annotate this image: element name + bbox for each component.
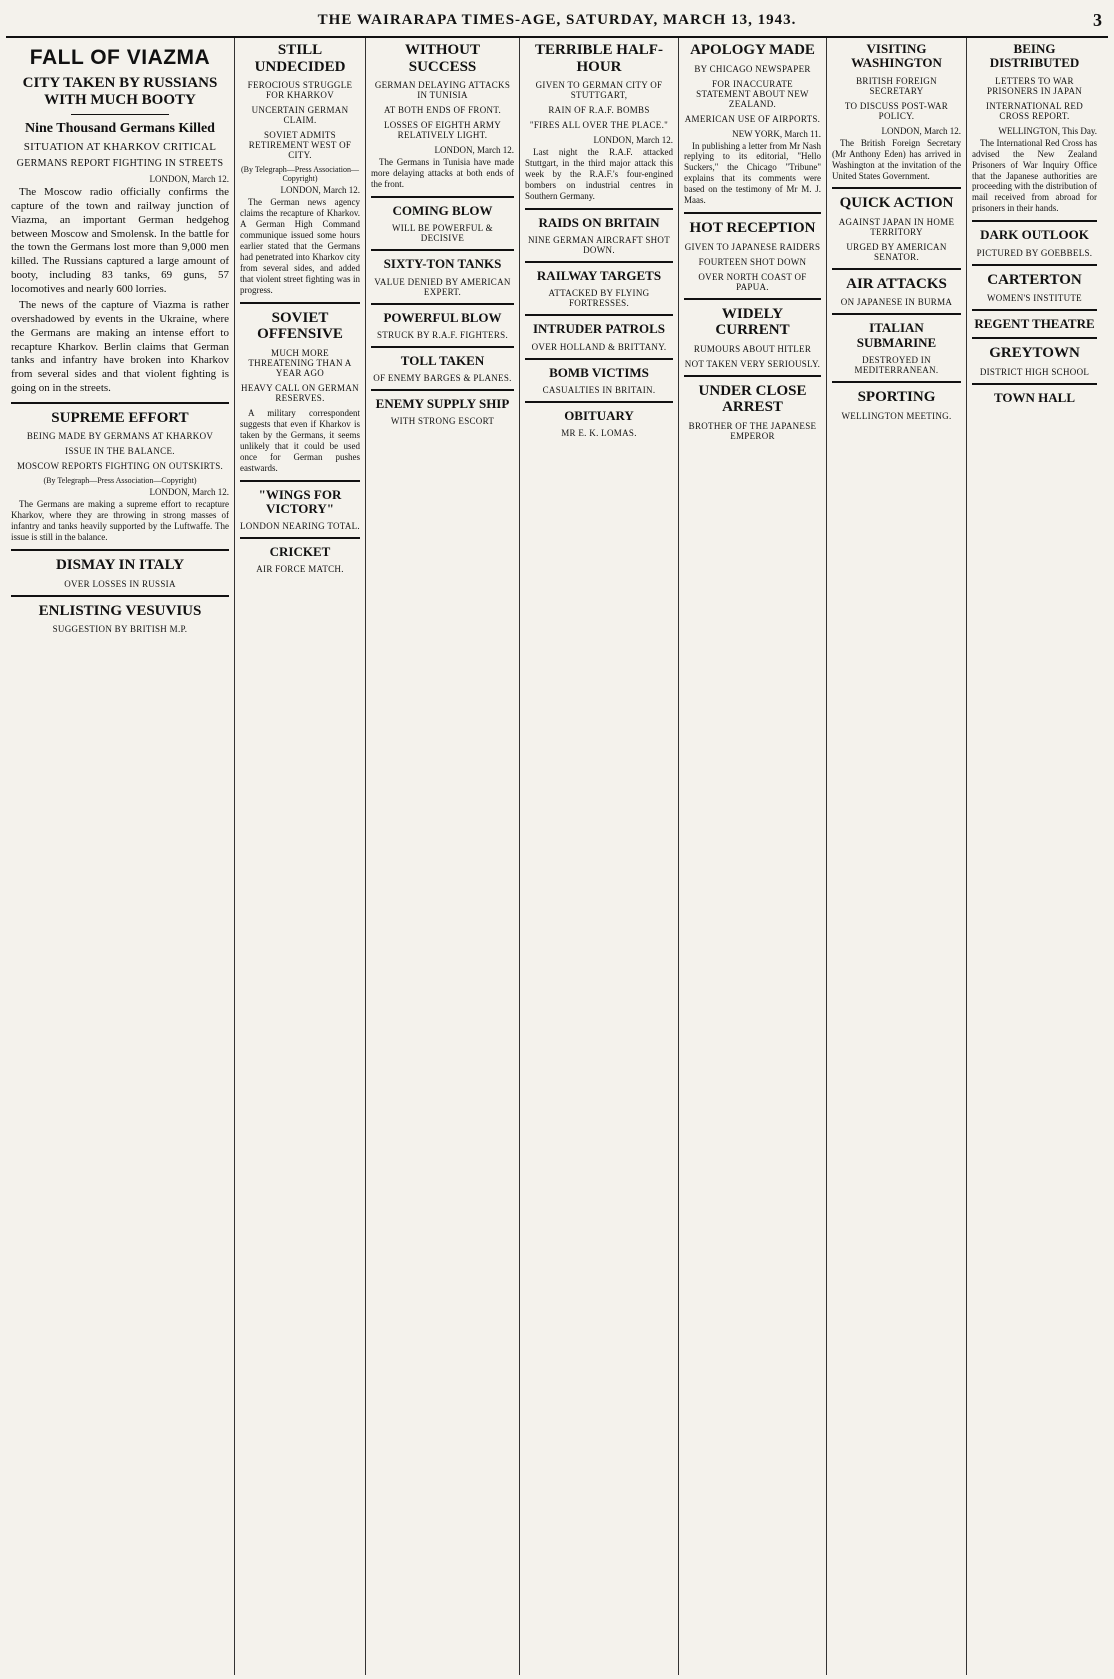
article-paragraph: The British Foreign Secretary (Mr Anthony Eden) has arrived in Washington at the invitation of the United States Government. bbox=[832, 137, 961, 181]
headline-soviet-offensive: SOVIET OFFENSIVE bbox=[257, 309, 343, 343]
article-paragraph: The German news agency claims the recapture of Kharkov. A German High Command communique issued some hours earlier stated that the Germans had penetrated into Kharkov city from several sides, and added that violent street fighting was in progress. bbox=[240, 197, 360, 295]
headline-under-close-arrest: UNDER CLOSE ARREST bbox=[698, 382, 807, 416]
column-viazma bbox=[6, 38, 235, 1675]
deck-kharkov-critical: SITUATION AT KHARKOV CRITICAL bbox=[23, 141, 217, 154]
headline-visiting-washington: VISITING WASHINGTON bbox=[851, 41, 942, 71]
deck: OVER NORTH COAST OF PAPUA. bbox=[698, 271, 807, 292]
deck: OVER HOLLAND & BRITTANY. bbox=[531, 341, 667, 352]
headline-still-undecided: STILL UNDECIDED bbox=[254, 42, 346, 75]
credit-line: (By Telegraph—Press Association—Copyright) bbox=[43, 476, 197, 486]
deck: PICTURED BY GOEBBELS. bbox=[976, 247, 1093, 258]
article-paragraph: A military correspondent suggests that even if Kharkov is taken by the Germans, it seems unlikely that it could be used once for German pushes eastwards. bbox=[240, 407, 360, 473]
headline-town-hall: TOWN HALL bbox=[993, 389, 1076, 405]
masthead-title: THE WAIRARAPA TIMES-AGE, SATURDAY, MARCH 13, 1943. bbox=[317, 12, 797, 28]
column-terrible-half-hour bbox=[520, 38, 679, 1675]
deck: AT BOTH ENDS OF FRONT. bbox=[383, 105, 502, 115]
article-paragraph: The International Red Cross has advised the New Zealand Prisoners of War Inquiry Office that the Japanese authorities are proceeding with the distribution of mail received from abroad for prisoners in their hands. bbox=[972, 137, 1097, 214]
dateline: WELLINGTON, This Day. bbox=[998, 125, 1097, 136]
dateline: NEW YORK, March 11. bbox=[732, 128, 821, 139]
deck: AIR FORCE MATCH. bbox=[256, 564, 344, 575]
headline-hot-reception: HOT RECEPTION bbox=[689, 220, 816, 237]
deck: LOSSES OF EIGHTH ARMY RELATIVELY LIGHT. bbox=[383, 120, 502, 140]
deck: URGED BY AMERICAN SENATOR. bbox=[846, 241, 947, 262]
headline-being-distributed: BEING DISTRIBUTED bbox=[989, 41, 1080, 71]
deck: NOT TAKEN VERY SERIOUSLY. bbox=[684, 358, 821, 369]
headline-carterton: CARTERTON bbox=[987, 271, 1082, 288]
deck: OVER LOSSES IN RUSSIA bbox=[64, 578, 176, 589]
headline-greytown: GREYTOWN bbox=[989, 345, 1080, 362]
deck: MUCH MORE THREATENING THAN A YEAR AGO bbox=[248, 347, 352, 378]
article-paragraph: The Moscow radio officially confirms the capture of the town and railway junction of Viazma, an important German hedgehog between Moscow and Smolensk. In the battle for the town the Germans lost more than 9,000 men killed. The Russians captured a large amount of booty, including 83 tanks, 69 guns, 57 locomotives and nearly 600 lorries. bbox=[11, 186, 229, 295]
dateline: LONDON, March 12. bbox=[881, 125, 961, 136]
masthead bbox=[6, 6, 1108, 38]
headline-apology-made: APOLOGY MADE bbox=[690, 42, 815, 58]
article-paragraph: Last night the R.A.F. attacked Stuttgart, in the third major attack this week by the R.A.F.'s four-engined bombers on industrial centres in Southern Germany. bbox=[525, 147, 673, 201]
deck: FEROCIOUS STRUGGLE FOR KHARKOV bbox=[247, 80, 353, 100]
deck: INTERNATIONAL RED CROSS REPORT. bbox=[985, 100, 1083, 121]
article-paragraph: The Germans are making a supreme effort to recapture Kharkov, where they are throwing in strong masses of infantry and tanks heavily supported by the Luftwaffe. The issue is still in the balance. bbox=[11, 499, 229, 543]
headline-dark-outlook: DARK OUTLOOK bbox=[980, 227, 1089, 243]
headline-toll-taken: TOLL TAKEN bbox=[400, 352, 485, 368]
dateline: LONDON, March 12. bbox=[280, 185, 360, 195]
headline-air-attacks: AIR ATTACKS bbox=[846, 275, 947, 292]
dateline: LONDON, March 12. bbox=[149, 487, 229, 498]
deck: STRUCK BY R.A.F. FIGHTERS. bbox=[376, 329, 509, 340]
deck: FOR INACCURATE STATEMENT ABOUT NEW ZEALAND. bbox=[696, 78, 809, 109]
deck: GIVEN TO GERMAN CITY OF STUTTGART, bbox=[535, 80, 663, 100]
deck: MR E. K. LOMAS. bbox=[561, 428, 637, 439]
headline-enemy-supply-ship: ENEMY SUPPLY SHIP bbox=[375, 396, 510, 412]
article-paragraph: The Germans in Tunisia have made more delaying attacks at both ends of the front. bbox=[371, 157, 514, 189]
deck: WOMEN'S INSTITUTE bbox=[987, 293, 1082, 304]
deck: WELLINGTON MEETING. bbox=[841, 410, 952, 421]
dateline: LONDON, March 12. bbox=[149, 174, 229, 185]
headline-raids-on-britain: RAIDS ON BRITAIN bbox=[538, 214, 660, 230]
dateline: LONDON, March 12. bbox=[434, 145, 514, 155]
deck: UNCERTAIN GERMAN CLAIM. bbox=[251, 105, 349, 125]
deck: HEAVY CALL ON GERMAN RESERVES. bbox=[241, 382, 359, 403]
headline-coming-blow: COMING BLOW bbox=[392, 202, 493, 218]
deck: WILL BE POWERFUL & DECISIVE bbox=[392, 223, 493, 244]
deck: BRITISH FOREIGN SECRETARY bbox=[856, 75, 937, 96]
deck: BROTHER OF THE JAPANESE EMPEROR bbox=[688, 420, 817, 441]
deck: RAIN OF R.A.F. BOMBS bbox=[548, 105, 650, 115]
column-visiting-washington bbox=[827, 38, 967, 1675]
deck: FOURTEEN SHOT DOWN bbox=[698, 256, 807, 267]
subheadline-nine-thousand: Nine Thousand Germans Killed bbox=[25, 121, 215, 137]
deck: ATTACKED BY FLYING FORTRESSES. bbox=[548, 288, 650, 309]
headline-terrible-half-hour: TERRIBLE HALF-HOUR bbox=[535, 42, 663, 75]
headline-widely-current: WIDELY CURRENT bbox=[715, 305, 790, 339]
headline-obituary: OBITUARY bbox=[564, 408, 634, 424]
headline-regent-theatre: REGENT THEATRE bbox=[974, 316, 1095, 332]
article-paragraph: In publishing a letter from Mr Nash replying to its editorial, "Hello Suckers," the Chicago "Tribune" explains that its comments were based on the testimony of Mr M. J. Maas. bbox=[684, 140, 821, 206]
deck: RUMOURS ABOUT HITLER bbox=[693, 343, 812, 354]
deck: SOVIET ADMITS RETIREMENT WEST OF CITY. bbox=[248, 130, 352, 160]
deck-fighting-streets: GERMANS REPORT FIGHTING IN STREETS bbox=[16, 158, 224, 170]
column-without-success bbox=[366, 38, 520, 1675]
headline-sporting: SPORTING bbox=[857, 389, 936, 406]
deck: ISSUE IN THE BALANCE. bbox=[65, 446, 175, 457]
article-paragraph: The news of the capture of Viazma is rather overshadowed by events in the Ukraine, where the Germans are making an intense effort to recapture Kharkov. Berlin claims that German tanks and infantry have broken into Kharkov from several sides and that violent fighting is going on in the streets. bbox=[11, 299, 229, 394]
credit-line: (By Telegraph—Press Association—Copyright) bbox=[241, 165, 359, 183]
headline-railway-targets: RAILWAY TARGETS bbox=[536, 268, 662, 284]
deck: WITH STRONG ESCORT bbox=[390, 416, 495, 427]
headline-intruder-patrols: INTRUDER PATROLS bbox=[532, 321, 666, 337]
deck: VALUE DENIED BY AMERICAN EXPERT. bbox=[374, 276, 511, 297]
headline-fall-of-viazma: FALL OF VIAZMA bbox=[29, 46, 211, 69]
headline-italian-submarine: ITALIAN SUBMARINE bbox=[856, 320, 937, 350]
deck: MOSCOW REPORTS FIGHTING ON OUTSKIRTS. bbox=[16, 461, 224, 472]
deck: GERMAN DELAYING ATTACKS IN TUNISIA bbox=[374, 80, 511, 100]
deck: LONDON NEARING TOTAL. bbox=[240, 521, 360, 532]
headline-bomb-victims: BOMB VICTIMS bbox=[549, 364, 649, 380]
column-still-undecided bbox=[235, 38, 366, 1675]
dateline: LONDON, March 12. bbox=[593, 135, 673, 145]
deck: CASUALTIES IN BRITAIN. bbox=[542, 385, 656, 396]
column-being-distributed bbox=[967, 38, 1102, 1675]
deck: AMERICAN USE OF AIRPORTS. bbox=[684, 113, 821, 124]
deck: BY CHICAGO NEWSPAPER bbox=[694, 63, 811, 74]
deck: LETTERS TO WAR PRISONERS IN JAPAN bbox=[986, 75, 1083, 96]
headline-enlisting-vesuvius: ENLISTING VESUVIUS bbox=[38, 602, 202, 619]
headline-cricket: CRICKET bbox=[269, 544, 331, 560]
deck: AGAINST JAPAN IN HOME TERRITORY bbox=[838, 216, 955, 237]
deck: GIVEN TO JAPANESE RAIDERS bbox=[684, 241, 821, 252]
headline-quick-action: QUICK ACTION bbox=[839, 195, 954, 212]
headline-powerful-blow: POWERFUL BLOW bbox=[383, 309, 502, 325]
headline-without-success: WITHOUT SUCCESS bbox=[404, 42, 480, 75]
deck: "FIRES ALL OVER THE PLACE." bbox=[529, 120, 669, 130]
headline-sixty-ton-tanks: SIXTY-TON TANKS bbox=[383, 256, 502, 272]
subheadline-city-taken: CITY TAKEN BY RUSSIANS WITH MUCH BOOTY bbox=[22, 75, 218, 108]
deck: DESTROYED IN MEDITERRANEAN. bbox=[854, 355, 939, 376]
deck: TO DISCUSS POST-WAR POLICY. bbox=[844, 100, 949, 121]
deck: NINE GERMAN AIRCRAFT SHOT DOWN. bbox=[527, 235, 671, 256]
page-number: 3 bbox=[1093, 10, 1102, 30]
deck: OF ENEMY BARGES & PLANES. bbox=[373, 373, 512, 384]
headline-wings-for-victory: "WINGS FOR VICTORY" bbox=[258, 486, 342, 516]
headline-supreme-effort: SUPREME EFFORT bbox=[51, 409, 189, 426]
deck: BEING MADE BY GERMANS AT KHARKOV bbox=[26, 431, 214, 442]
column-apology-made bbox=[679, 38, 827, 1675]
deck: ON JAPANESE IN BURMA bbox=[840, 297, 953, 308]
deck: SUGGESTION BY BRITISH M.P. bbox=[52, 624, 188, 635]
deck: DISTRICT HIGH SCHOOL bbox=[979, 366, 1090, 377]
headline-dismay-in-italy: DISMAY IN ITALY bbox=[55, 557, 185, 574]
